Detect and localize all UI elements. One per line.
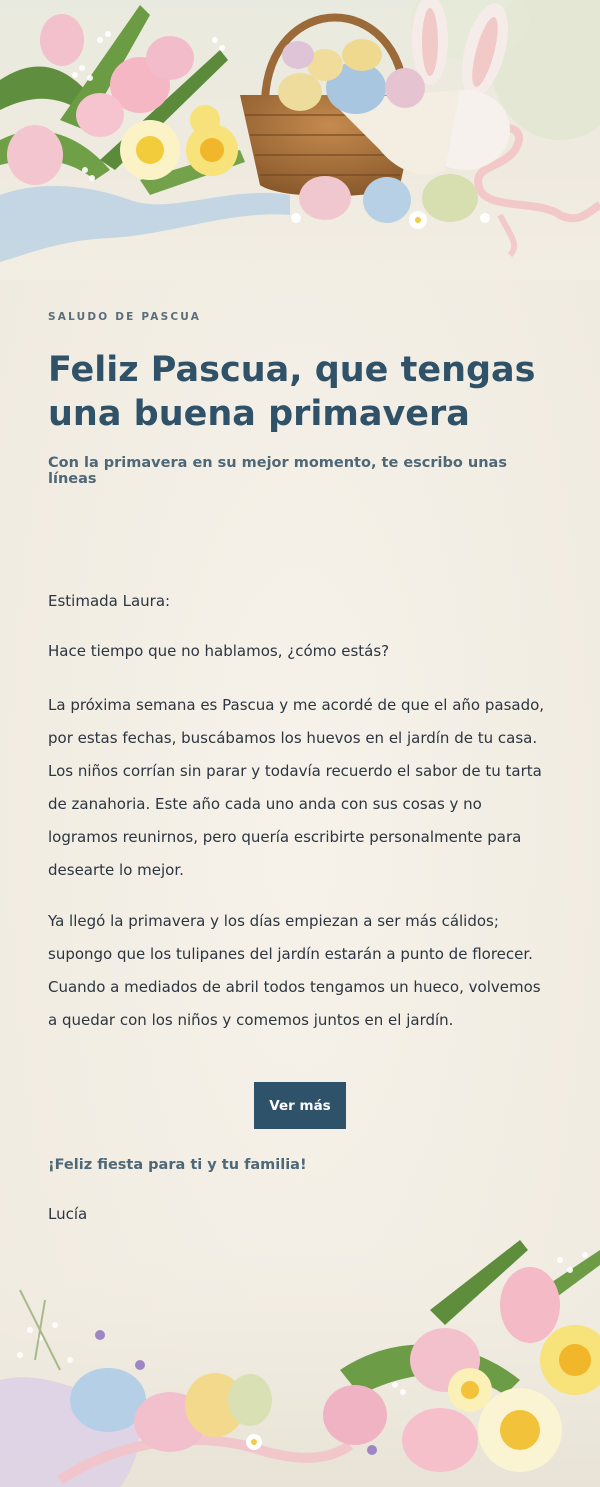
paragraph-2: La próxima semana es Pascua y me acordé de que el año pasado, por estas fechas, buscábamos los huevos en el jardín de tu casa. Los niños corrían sin parar y todavía recuerdo el sabor de tu tarta de zanahoria. Este año cada uno anda con sus cosas y no logramos reunirnos, pero quería escribirte personalmente para desearte lo mejor. — [48, 696, 545, 879]
greeting: Estimada Laura: — [48, 592, 171, 610]
closing-line: ¡Feliz fiesta para ti y tu familia! — [48, 1157, 307, 1173]
cta-container — [48, 1082, 552, 1129]
easter-flowers-footer-illustration — [0, 1230, 600, 1487]
eyebrow-label: SALUDO DE PASCUA — [48, 311, 202, 323]
paragraph-3: Ya llegó la primavera y los días empiezan a ser más cálidos; supongo que los tulipanes del jardín estarán a punto de florecer. Cuando a mediados de abril todos tengamos un hueco, volvemos a quedar con los niños y comemos juntos en el jardín. — [48, 912, 541, 1029]
easter-basket-illustration — [0, 0, 600, 280]
paragraph-1: Hace tiempo que no hablamos, ¿cómo estás? — [48, 642, 390, 660]
email-subtitle: Con la primavera en su mejor momento, te escribo unas líneas — [48, 455, 507, 487]
email-title: Feliz Pascua, que tengas una buena primavera — [48, 350, 536, 434]
signature: Lucía — [48, 1205, 88, 1223]
see-more-button[interactable]: Ver más — [254, 1082, 346, 1129]
